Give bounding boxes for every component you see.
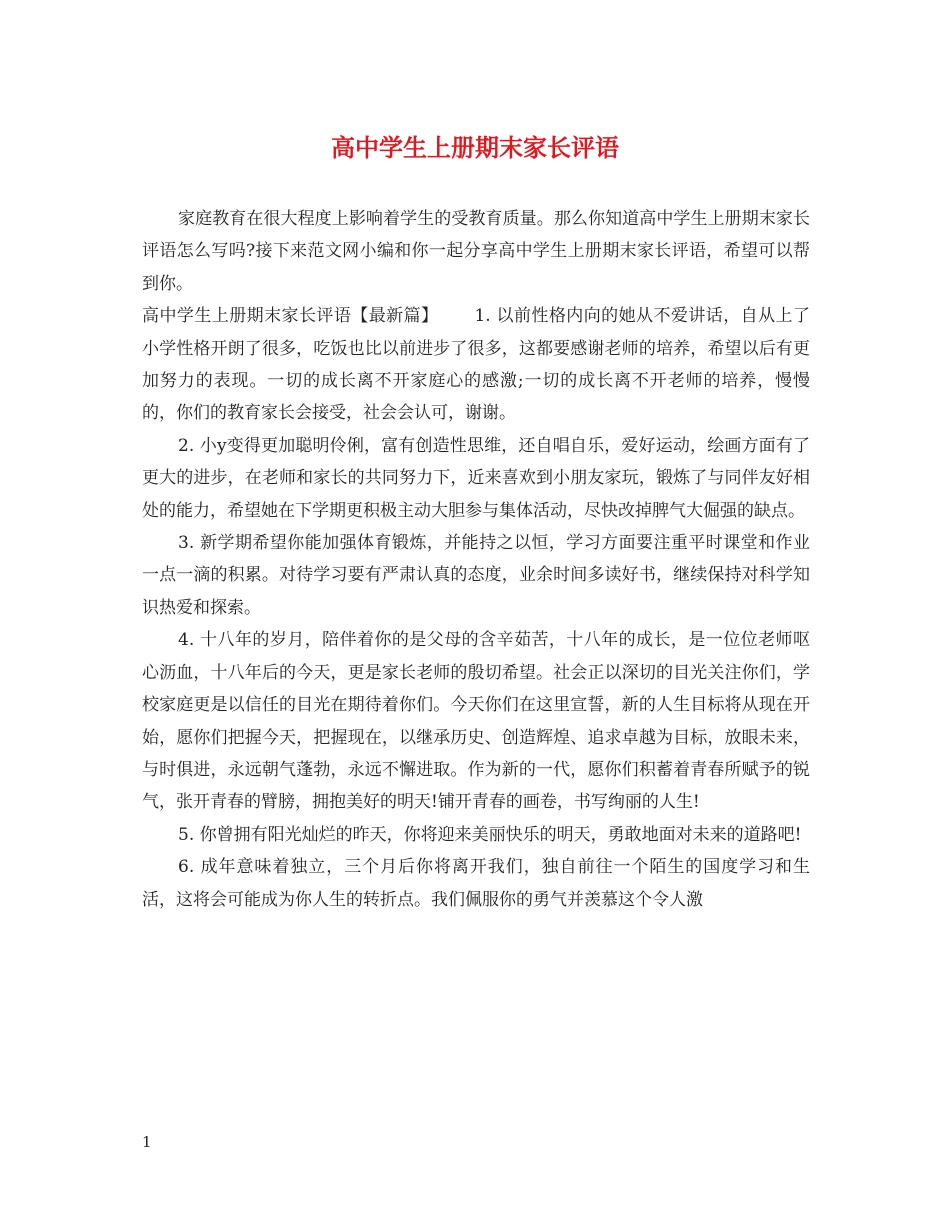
item-4: 4. 十八年的岁月，陪伴着你的是父母的含辛茹苦，十八年的成长，是一位位老师呕心沥血，十八年后的今天，更是家长老师的殷切希望。社会正以深切的目光关注你们，学校家庭更是以信任的目光在期待着你们。今天你们在这里宣誓，新的人生目标将从现在开始，愿你们把握今天，把握现在，以继承历史、创造辉煌、追求卓越为目标，放眼未来，与时俱进，永远朝气蓬勃，永远不懈进取。作为新的一代，愿你们积蓄着青春所赋予的锐气，张开青春的臂膀，拥抱美好的明天!铺开青春的画卷，书写绚丽的人生! <box>142 630 810 813</box>
item-2: 2. 小y变得更加聪明伶俐，富有创造性思维，还自唱自乐，爱好运动，绘画方面有了更大的进步，在老师和家长的共同努力下，近来喜欢到小朋友家玩，锻炼了与同伴友好相处的能力，希望她在下学期更积极主动大胆参与集体活动，尽快改掉脾气大倔强的缺点。 <box>142 435 810 521</box>
document-body <box>142 203 810 916</box>
item-5: 5. 你曾拥有阳光灿烂的昨天，你将迎来美丽快乐的明天，勇敢地面对未来的道路吧! <box>178 824 802 845</box>
page-number: 1 <box>142 1133 152 1151</box>
item-6: 6. 成年意味着独立，三个月后你将离开我们，独自前往一个陌生的国度学习和生活，这将会可能成为你人生的转折点。我们佩服你的勇气并羡慕这个令人激 <box>142 857 810 910</box>
item-3: 3. 新学期希望你能加强体育锻炼，并能持之以恒，学习方面要注重平时课堂和作业一点一滴的积累。对待学习要有严肃认真的态度，业余时间多读好书，继续保持对科学知识热爱和探索。 <box>142 533 810 618</box>
document-title: 高中学生上册期末家长评语 <box>331 133 619 162</box>
section-paragraph <box>142 300 810 430</box>
intro-paragraph: 家庭教育在很大程度上影响着学生的受教育质量。那么你知道高中学生上册期末家长评语怎么写吗?接下来范文网小编和你一起分享高中学生上册期末家长评语，希望可以帮到你。 <box>142 209 810 294</box>
section-heading: 高中学生上册期末家长评语【最新篇】 <box>142 306 439 327</box>
item-1: 1. 以前性格内向的她从不爱讲话，自从上了小学性格开朗了很多，吃饭也比以前进步了很多，这都要感谢老师的培养，希望以后有更加努力的表现。一切的成长离不开家庭心的感激;一切的成长离不开老师的培养，慢慢的，你们的教育家长会接受，社会会认可，谢谢。 <box>142 306 810 424</box>
